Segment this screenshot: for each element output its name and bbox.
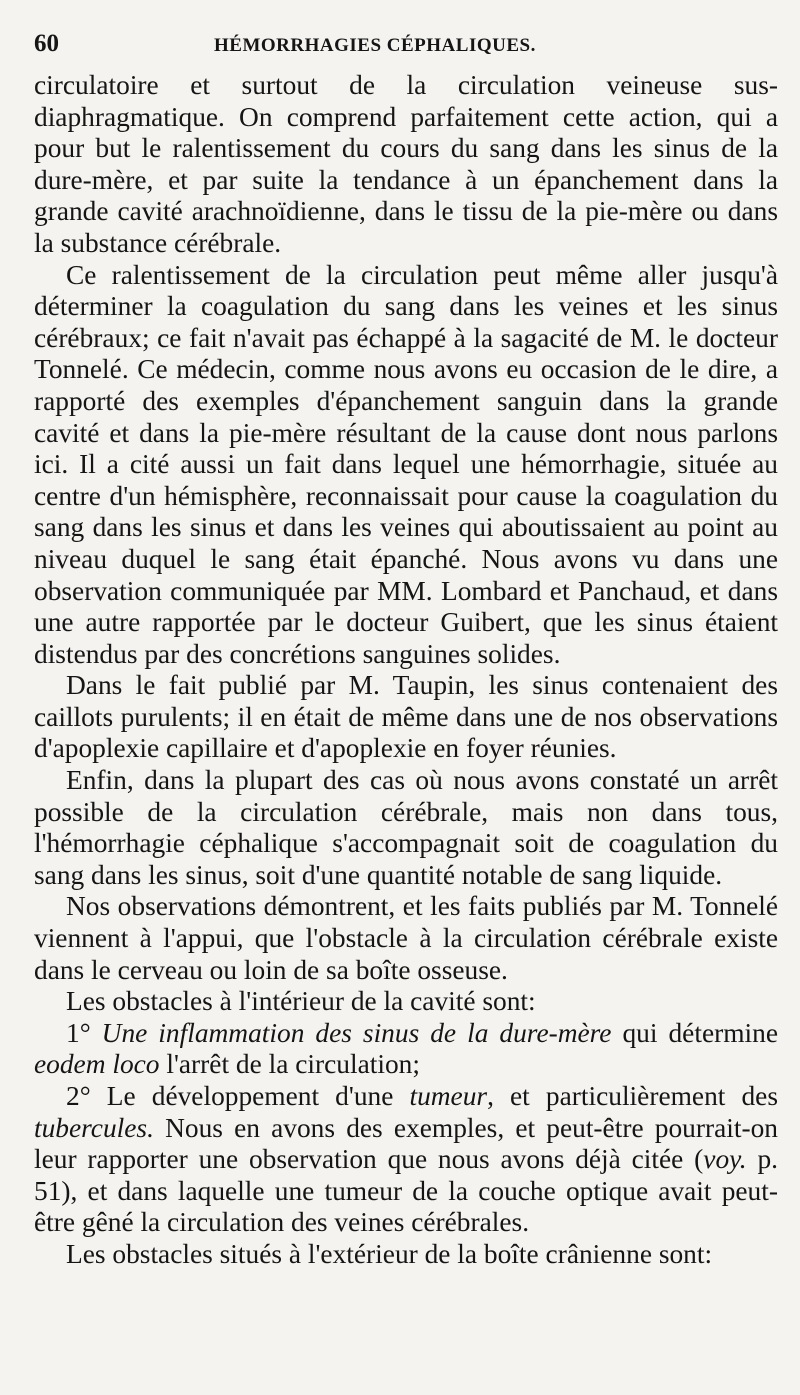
page-body <box>34 70 778 1271</box>
list-item-text: , et particulièrement des <box>487 1081 778 1111</box>
italic-text: tumeur <box>409 1081 488 1111</box>
running-head: HÉMORRHAGIES CÉPHALIQUES. <box>214 35 536 56</box>
list-item <box>34 1018 778 1081</box>
list-item <box>34 1081 778 1239</box>
paragraph: Ce ralentissement de la circulation peut même aller jusqu'à déterminer la coagulation du sang dans les veines et les sinus cérébraux; ce fait n'avait pas échappé à la sagacité de M. le docteur Tonnelé. Ce médecin, comme nous avons eu occasion de le dire, a rapporté des exemples d'épanchement sanguin dans la grande cavité et dans la pie-mère résultant de la cause dont nous parlons ici. Il a cité aussi un fait dans lequel une hémorrhagie, située au centre d'un hémisphère, reconnaissait pour cause la coagulation du sang dans les sinus et dans les veines qui aboutissaient au point au niveau duquel le sang était épanché. Nous avons vu dans une observation communiquée par MM. Lombard et Panchaud, et dans une autre rapportée par le docteur Guibert, que les sinus étaient distendus par des concrétions sanguines solides. <box>34 259 778 669</box>
paragraph: Dans le fait publié par M. Taupin, les sinus contenaient des caillots purulents; il en était de même dans une de nos observations d'apoplexie capillaire et d'apoplexie en foyer réunies. <box>34 670 778 764</box>
page-number: 60 <box>34 30 59 57</box>
list-item-text: l'arrêt de la circulation; <box>159 1049 420 1080</box>
list-item-text: Nous en avons des exemples, et peut-être pourrait-on leur rapporter une observation que nous avons déjà citée ( <box>34 1112 778 1175</box>
list-item-number: 1° <box>66 1017 91 1048</box>
paragraph: Les obstacles à l'intérieur de la cavité sont: <box>66 986 536 1017</box>
italic-text: tubercules. <box>34 1112 154 1143</box>
list-item-text: Le développement d'une <box>90 1081 410 1111</box>
paragraph: circulatoire et surtout de la circulation veineuse sus-diaphragmatique. On comprend parfaitement cette action, qui a pour but le ralentissement du cours du sang dans les sinus de la dure-mère, et par suite la tendance à un épanchement dans la grande cavité arachnoïdienne, dans le tissu de la pie-mère ou dans la substance cérébrale. <box>34 70 778 258</box>
italic-text: Une inflammation des sinus de la dure-mère <box>101 1017 612 1048</box>
paragraph: Enfin, dans la plupart des cas où nous avons constaté un arrêt possible de la circulation cérébrale, mais non dans tous, l'hémorrhagie céphalique s'accompagnait soit de coagulation du sang dans les sinus, soit d'une quantité notable de sang liquide. <box>34 765 778 890</box>
paragraph: Les obstacles situés à l'extérieur de la boîte crânienne sont: <box>66 1238 713 1269</box>
list-item-text: p. 51), et dans laquelle une tumeur de la couche optique avait peut-être gêné la circulation des veines cérébrales. <box>34 1144 778 1238</box>
list-item-text: qui détermine <box>611 1017 778 1048</box>
italic-text: voy. <box>703 1144 747 1175</box>
paragraph: Nos observations démontrent, et les faits publiés par M. Tonnelé viennent à l'appui, que l'obstacle à la circulation cérébrale existe dans le cerveau ou loin de sa boîte osseuse. <box>34 891 778 985</box>
list-item-number: 2° <box>66 1081 91 1111</box>
italic-text: eodem loco <box>34 1049 160 1080</box>
